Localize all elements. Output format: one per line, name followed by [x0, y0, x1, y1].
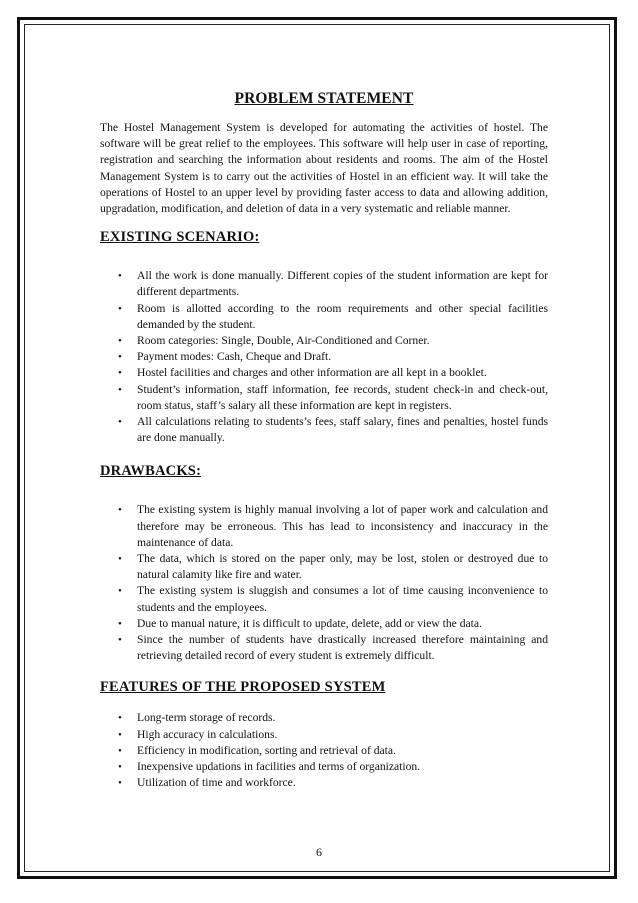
bullet-icon: • [118, 585, 122, 598]
list-item: • Hostel facilities and charges and other information are all kept in a booklet. [137, 365, 548, 381]
bullet-icon: • [118, 728, 122, 741]
list-item: • Long-term storage of records. [137, 710, 548, 726]
page-number: 6 [316, 845, 322, 859]
list-item: • The existing system is highly manual involving a lot of paper work and calculation and therefore may be erroneous. This has lead to inconsistency and inaccuracy in the maintenance of data. [118, 503, 548, 549]
bullet-icon: • [118, 302, 122, 315]
existing-scenario-list [100, 268, 548, 446]
page-title: PROBLEM STATEMENT [234, 90, 414, 107]
bullet-icon: • [118, 761, 122, 774]
list-item: • The existing system is sluggish and consumes a lot of time causing inconvenience to students and the employees. [118, 584, 548, 614]
bullet-icon: • [118, 553, 122, 566]
list-item: • All calculations relating to students’s fees, staff salary, fines and penalties, hostel funds are done manually. [118, 415, 548, 445]
bullet-icon: • [118, 383, 122, 396]
list-item: • Inexpensive updations in facilities and terms of organization. [137, 759, 548, 775]
list-item: • Efficiency in modification, sorting and retrieval of data. [137, 743, 548, 759]
list-item: • Since the number of students have drastically increased therefore maintaining and retrieving detailed record of every student is extremely difficult. [118, 633, 548, 663]
list-item: • Utilization of time and workforce. [137, 775, 548, 791]
bullet-icon: • [118, 777, 122, 790]
intro-paragraph: The Hostel Management System is developed for automating the activities of hostel. The software will be great relief to the employees. This software will help user in case of reporting, registration and searching the information about residents and rooms. The aim of the Hostel Management System is to carry out the activities of Hostel in an efficient way. It will take the operations of Hostel to an upper level by providing faster access to data and allowing addition, upgradation, modification, and deletion of data in a very systematic and reliable manner. [100, 121, 548, 216]
bullet-icon: • [118, 634, 122, 647]
list-item: • Due to manual nature, it is difficult to update, delete, add or view the data. [137, 616, 548, 632]
bullet-icon: • [118, 367, 122, 380]
list-item: • All the work is done manually. Different copies of the student information are kept for different departments. [118, 269, 548, 299]
list-item: • Student’s information, staff information, fee records, student check-in and check-out, room status, staff’s salary all these information are kept in registers. [118, 382, 548, 412]
list-item: • The data, which is stored on the paper only, may be lost, stolen or destroyed due to natural calamity like fire and water. [118, 552, 548, 582]
bullet-icon: • [118, 335, 122, 348]
list-item: • Room categories: Single, Double, Air-Conditioned and Corner. [137, 333, 548, 349]
drawbacks-list [100, 502, 548, 664]
bullet-icon: • [118, 504, 122, 517]
section-heading-existing-scenario: EXISTING SCENARIO: [100, 229, 260, 246]
section-heading-features: FEATURES OF THE PROPOSED SYSTEM [100, 679, 386, 696]
list-item: • High accuracy in calculations. [137, 727, 548, 743]
bullet-icon: • [118, 416, 122, 429]
document-body [100, 90, 548, 792]
bullet-icon: • [118, 744, 122, 757]
bullet-icon: • [118, 712, 122, 725]
section-heading-drawbacks: DRAWBACKS: [100, 463, 202, 480]
list-item: • Room is allotted according to the room requirements and other special facilities demanded by the student. [118, 301, 548, 331]
bullet-icon: • [118, 617, 122, 630]
bullet-icon: • [118, 351, 122, 364]
bullet-icon: • [118, 270, 122, 283]
list-item: • Payment modes: Cash, Cheque and Draft. [137, 349, 548, 365]
features-list [100, 710, 548, 791]
